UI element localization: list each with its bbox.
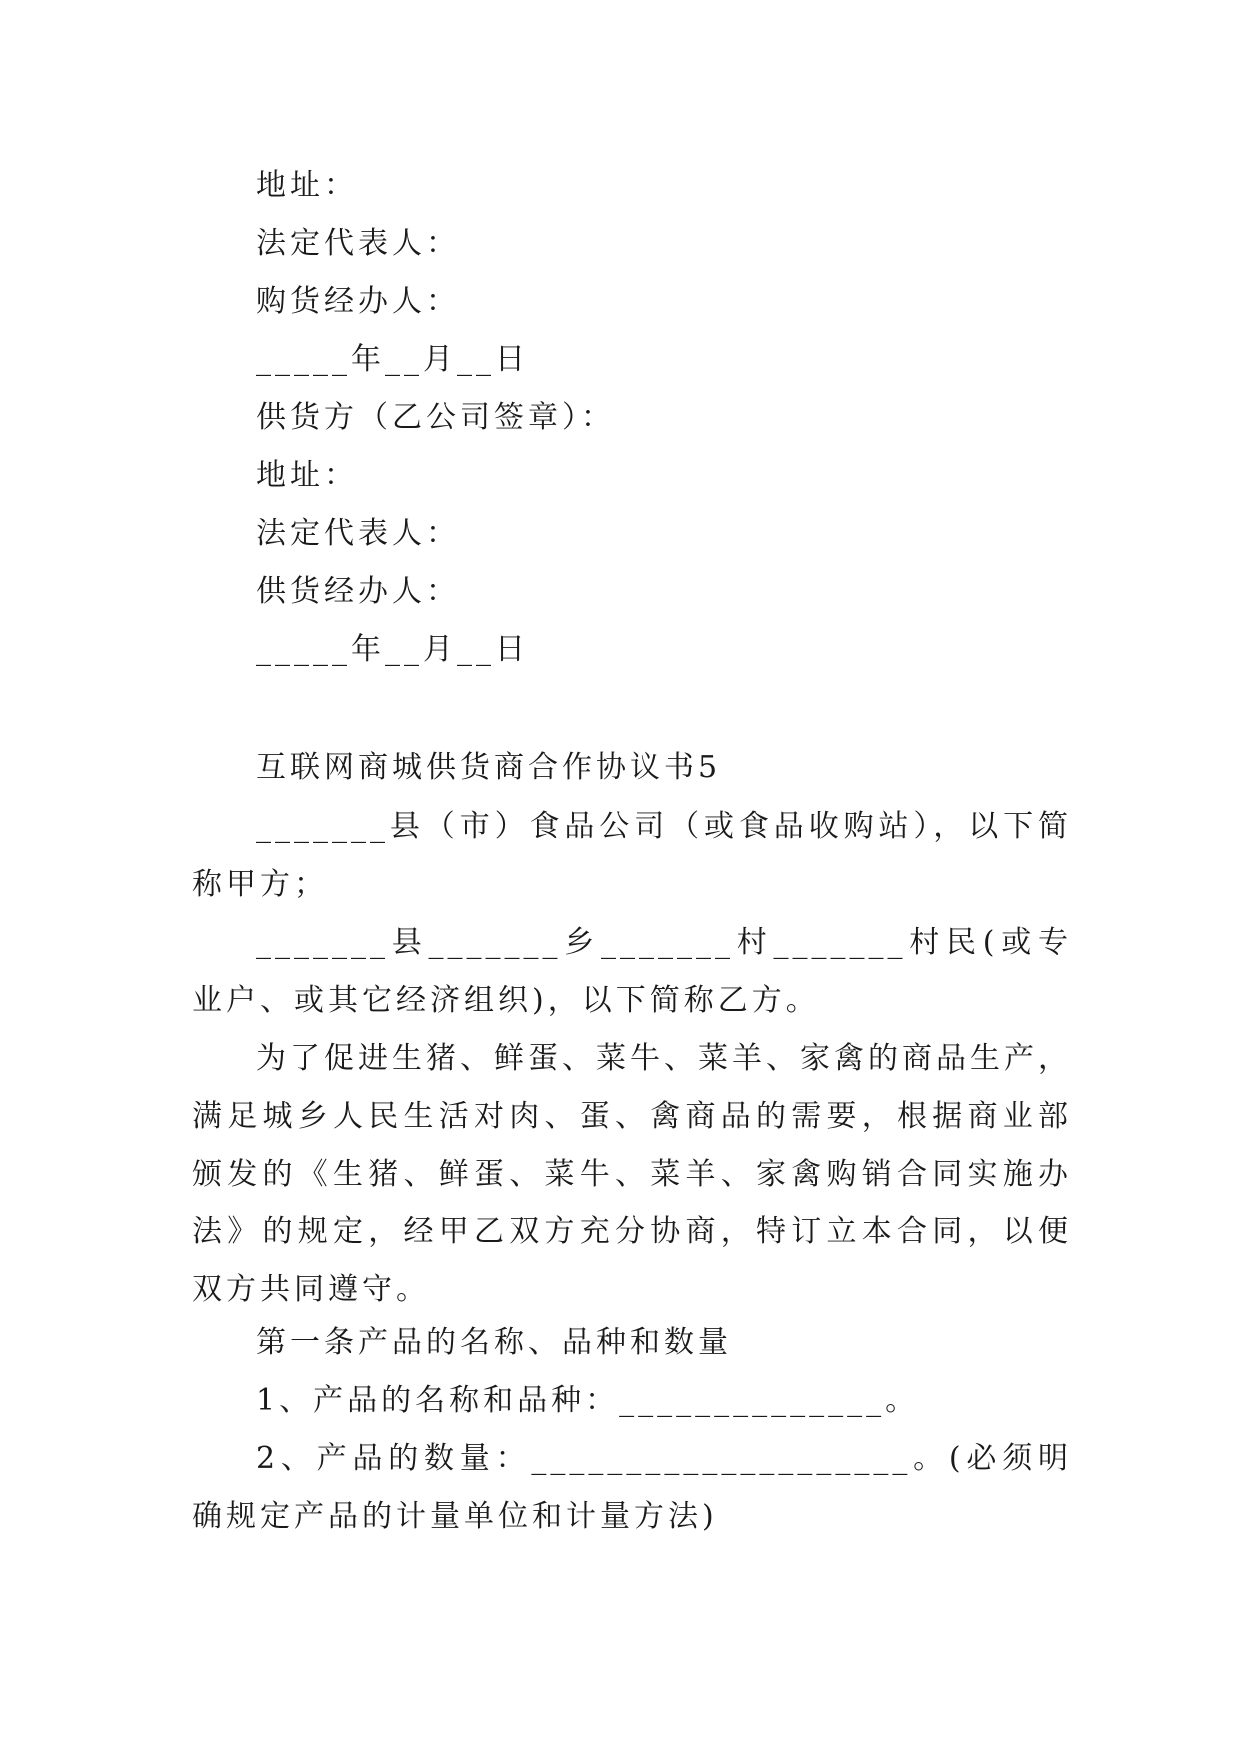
party-a-paragraph: _______县（市）食品公司（或食品收购站），以下简称甲方； (192, 809, 1072, 902)
supplier-legal-rep-label: 法定代表人： (256, 516, 460, 551)
article-1-heading: 第一条产品的名称、品种和数量 (256, 1325, 732, 1360)
preamble-paragraph: 为了促进生猪、鲜蛋、菜牛、菜羊、家禽的商品生产，满足城乡人民生活对肉、蛋、禽商品的需要，根据商业部颁发的《生猪、鲜蛋、菜牛、菜羊、家禽购销合同实施办法》的规定，经甲乙双方充分协商，特订立本合同，以便双方共同遵守。 (192, 1041, 1072, 1308)
buyer-address-label: 地址： (256, 168, 358, 203)
agreement-title: 互联网商城供货商合作协议书5 (256, 750, 722, 785)
article-1-item-1: 1、产品的名称和品种：______________。 (256, 1383, 920, 1418)
buyer-purchase-agent-label: 购货经办人： (256, 284, 460, 319)
supplier-date-line: _____年__月__日 (256, 632, 529, 667)
supplier-sign-label: 供货方（乙公司签章）： (256, 400, 615, 435)
buyer-legal-rep-label: 法定代表人： (256, 226, 460, 261)
supplier-address-label: 地址： (256, 458, 358, 493)
article-1-item-2: 2、产品的数量：____________________。(必须明确规定产品的计量单位和计量方法) (192, 1441, 1072, 1534)
party-b-paragraph: _______县_______乡_______村_______村民(或专业户、或其它经济组织)，以下简称乙方。 (192, 925, 1072, 1018)
supplier-agent-label: 供货经办人： (256, 574, 460, 609)
buyer-date-line: _____年__月__日 (256, 342, 529, 377)
